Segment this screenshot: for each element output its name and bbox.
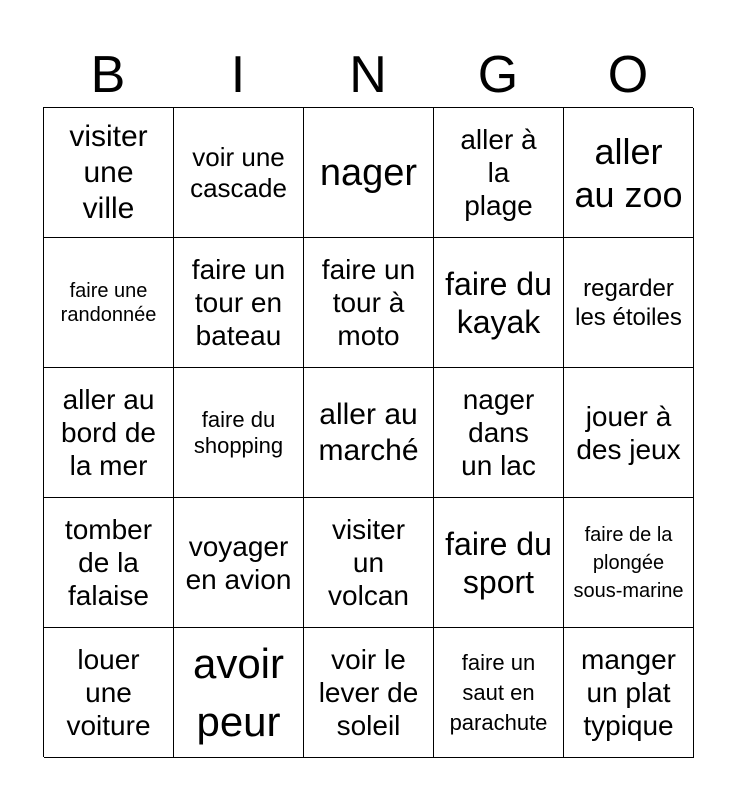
bingo-cell[interactable] <box>174 628 304 758</box>
cell-text: aller au zoo <box>574 130 683 215</box>
cell-text: aller à la plage <box>460 124 537 221</box>
cell-text: faire un tour en bateau <box>191 254 286 351</box>
bingo-cell[interactable] <box>174 498 304 628</box>
header-letter-g: G <box>477 46 519 104</box>
cell-text: faire une randonnée <box>60 279 157 326</box>
bingo-cell[interactable] <box>304 108 434 238</box>
bingo-cell[interactable] <box>304 628 434 758</box>
cell-text: nager dans un lac <box>461 384 536 481</box>
cell-text: jouer à des jeux <box>576 400 681 465</box>
bingo-cell[interactable] <box>304 368 434 498</box>
cell-text: visiter une ville <box>69 119 148 225</box>
cell-text: tomber de la falaise <box>64 514 153 611</box>
header-letter-i: I <box>230 46 246 104</box>
bingo-cell[interactable] <box>174 368 304 498</box>
cell-text: nager <box>319 151 418 194</box>
cell-text: manger un plat typique <box>581 644 676 741</box>
bingo-header <box>43 44 693 106</box>
bingo-cell[interactable] <box>564 498 694 628</box>
cell-text: faire un saut en parachute <box>449 649 548 735</box>
bingo-cell[interactable] <box>174 108 304 238</box>
bingo-cell[interactable] <box>304 238 434 368</box>
header-letter-o: O <box>607 46 649 104</box>
bingo-cell[interactable] <box>44 368 174 498</box>
bingo-cell[interactable] <box>434 628 564 758</box>
bingo-cell[interactable] <box>434 238 564 368</box>
cell-text: louer une voiture <box>66 644 151 741</box>
cell-text: faire un tour à moto <box>321 254 416 351</box>
cell-text: faire de la plongée sous-marine <box>573 523 684 602</box>
header-letter-n: N <box>349 46 387 104</box>
bingo-board <box>43 107 693 757</box>
bingo-cell[interactable] <box>564 628 694 758</box>
cell-text: visiter un volcan <box>328 514 409 611</box>
cell-text: voir le lever de soleil <box>318 644 419 741</box>
bingo-cell[interactable] <box>44 238 174 368</box>
cell-text: voir une cascade <box>190 141 287 203</box>
bingo-cell[interactable] <box>434 108 564 238</box>
header-letter-b: B <box>90 46 126 104</box>
bingo-cell[interactable] <box>434 368 564 498</box>
bingo-cell[interactable] <box>44 628 174 758</box>
bingo-cell[interactable] <box>564 238 694 368</box>
bingo-cell[interactable] <box>44 498 174 628</box>
cell-text: faire du sport <box>445 525 552 600</box>
cell-text: regarder les étoiles <box>575 274 682 331</box>
cell-text: faire du shopping <box>193 406 284 458</box>
bingo-cell[interactable] <box>174 238 304 368</box>
cell-text: voyager en avion <box>185 530 292 595</box>
cell-text: aller au marché <box>318 397 419 467</box>
bingo-cell[interactable] <box>304 498 434 628</box>
bingo-cell[interactable] <box>44 108 174 238</box>
bingo-cell[interactable] <box>434 498 564 628</box>
bingo-cell[interactable] <box>564 108 694 238</box>
cell-text: faire du kayak <box>445 265 552 340</box>
cell-text: aller au bord de la mer <box>61 384 156 481</box>
bingo-cell[interactable] <box>564 368 694 498</box>
cell-text: avoir peur <box>192 639 285 745</box>
